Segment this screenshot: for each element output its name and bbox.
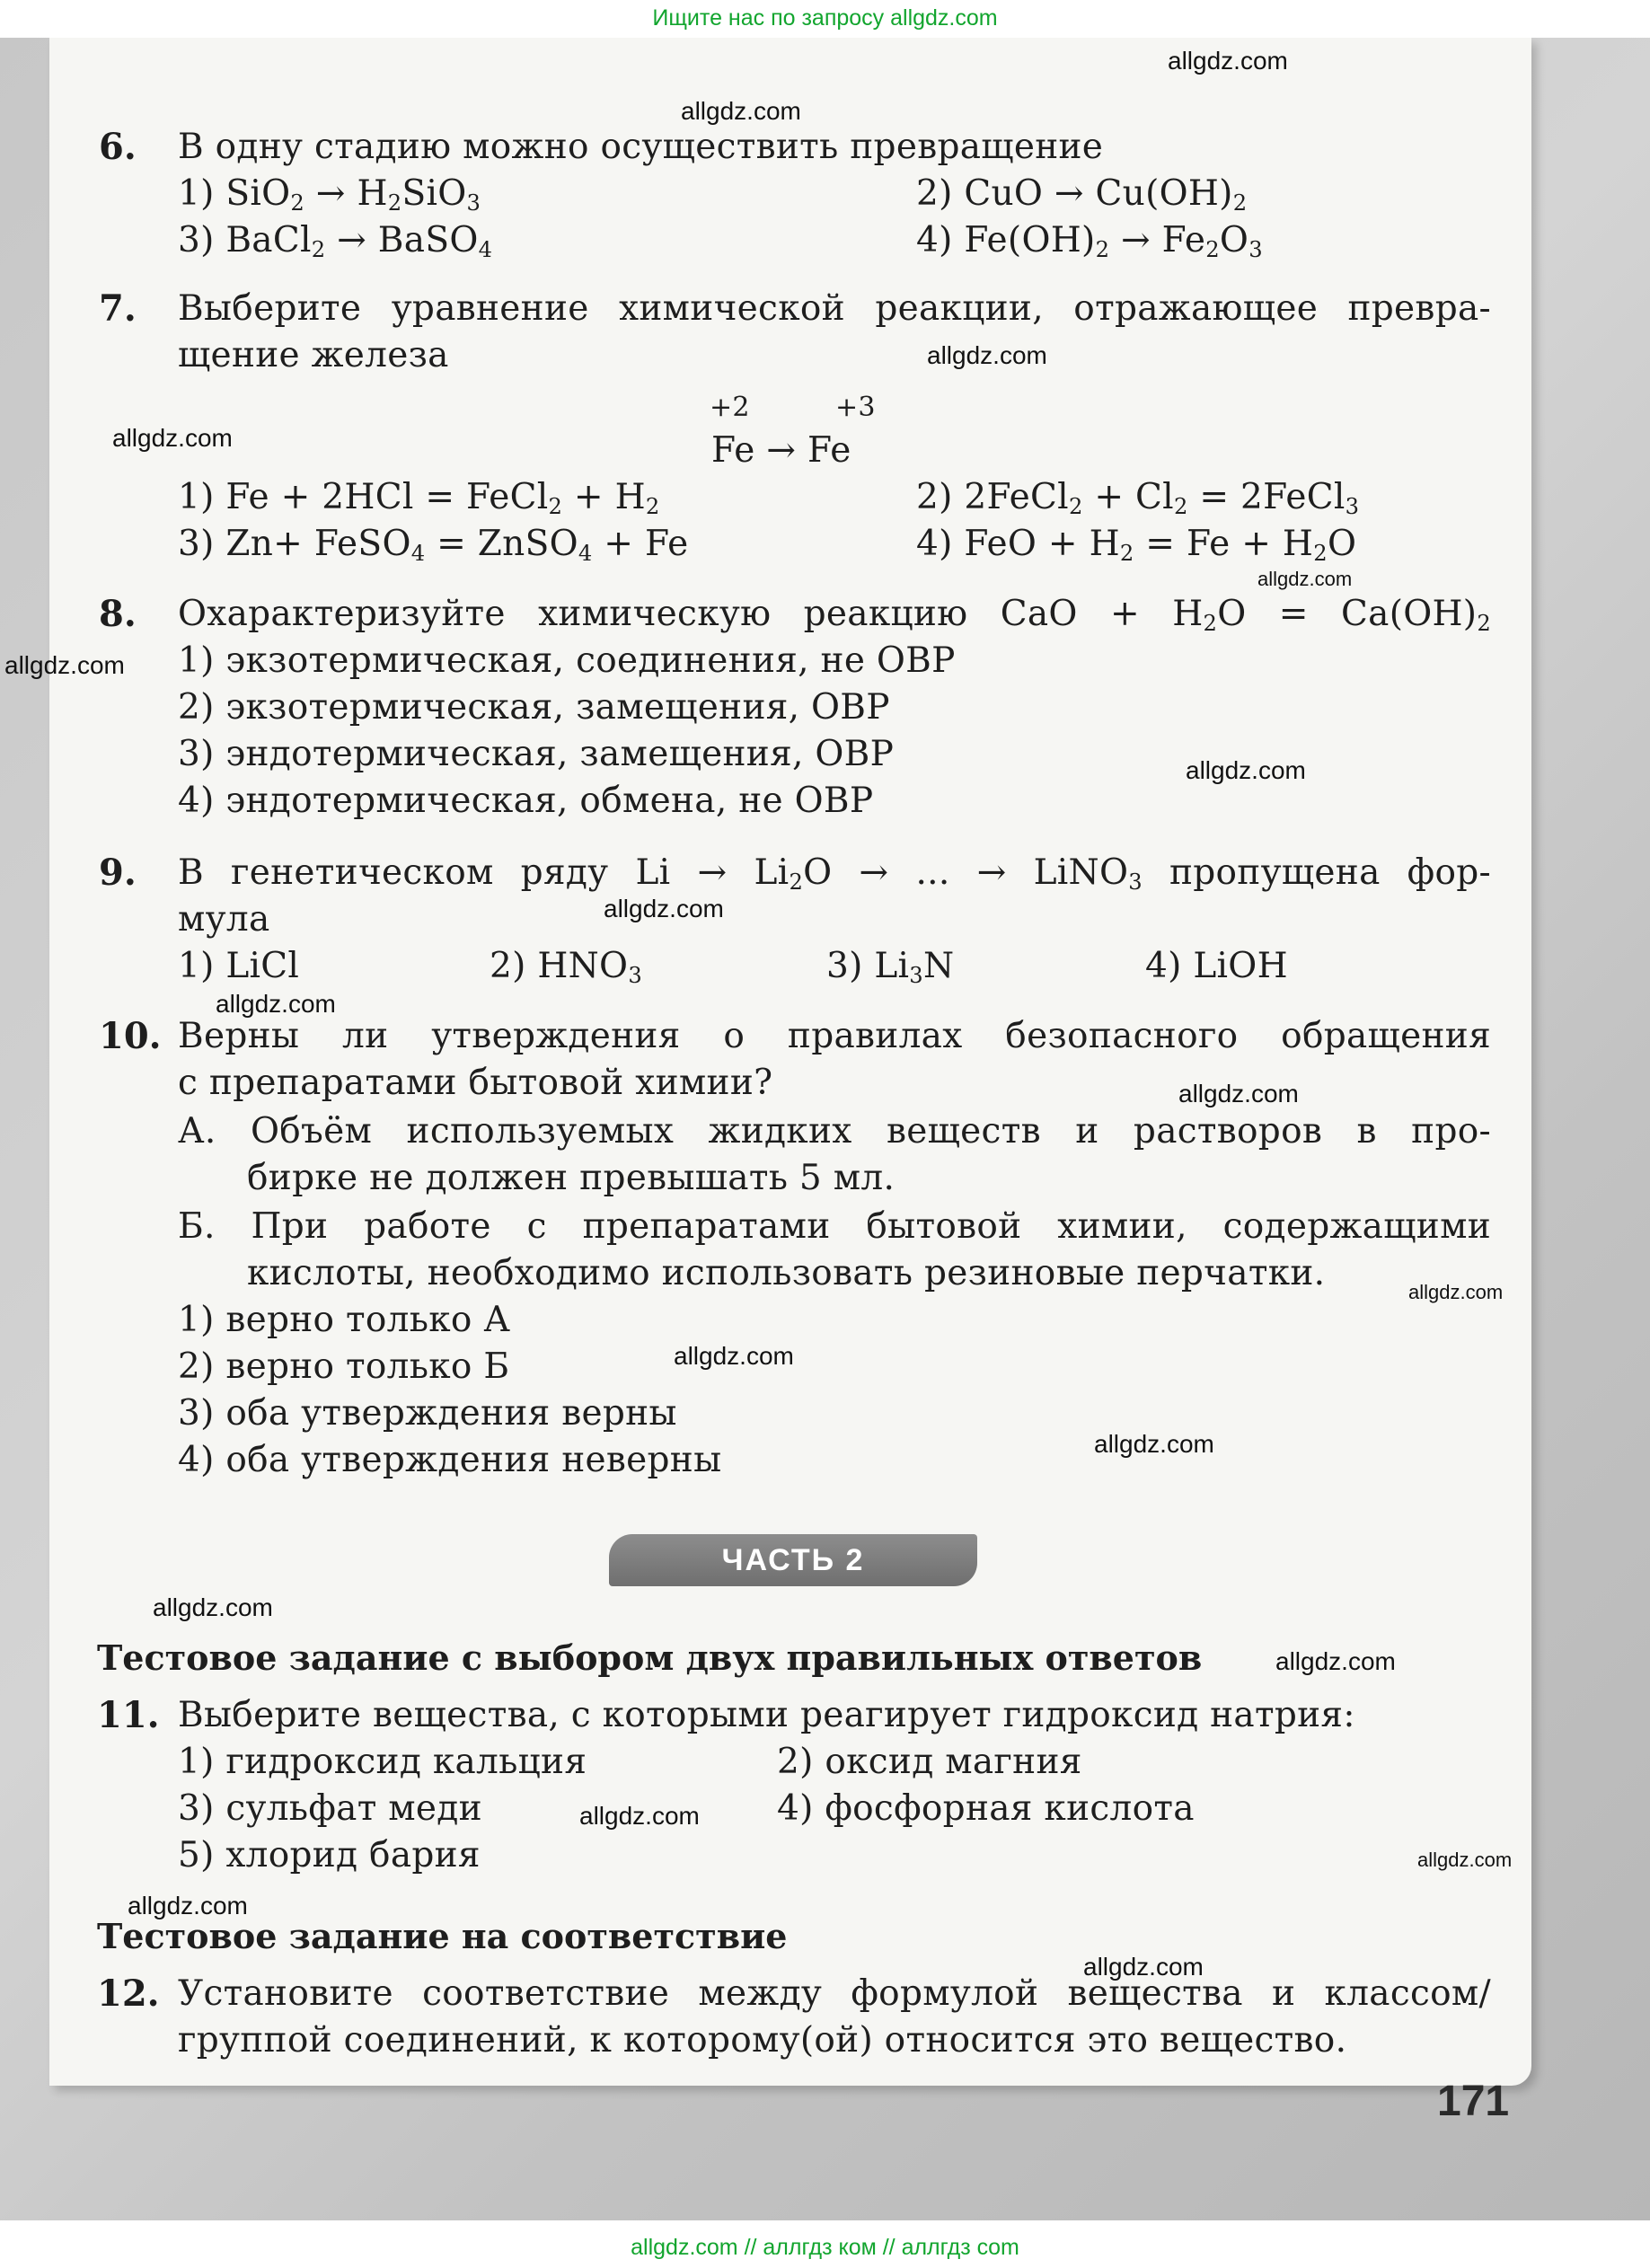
q10-statement-a-line1: А. Объём используемых жидких веществ и растворов в про- xyxy=(178,1111,1491,1152)
watermark: allgdz.com xyxy=(112,424,233,452)
section-title-matching: Тестовое задание на соответствие xyxy=(97,1916,788,1956)
q6-text: В одну стадию можно осуществить превращение xyxy=(178,127,1104,167)
bottom-banner[interactable]: allgdz.com // аллгдз ком // аллгдз com xyxy=(631,2235,1019,2260)
watermark: allgdz.com xyxy=(681,97,801,125)
watermark: allgdz.com xyxy=(927,341,1047,369)
q12-number: 12. xyxy=(97,1972,160,2015)
q8-option-1: 1) экзотермическая, соединения, не ОВР xyxy=(178,640,956,681)
section-title-two-answers: Тестовое задание с выбором двух правильных ответов xyxy=(97,1637,1203,1678)
q7-oxidation-left: +2 xyxy=(710,392,750,423)
q10-text-line2: с препаратами бытовой химии? xyxy=(178,1063,773,1103)
q11-text: Выберите вещества, с которыми реагирует гидроксид натрия: xyxy=(178,1695,1355,1735)
q12-text-line1: Установите соответствие между формулой вещества и классом/ xyxy=(178,1973,1491,2014)
q11-option-3: 3) сульфат меди xyxy=(178,1788,482,1829)
q9-number: 9. xyxy=(99,852,137,894)
q10-number: 10. xyxy=(99,1015,162,1057)
q8-number: 8. xyxy=(99,593,137,635)
q10-option-2: 2) верно только Б xyxy=(178,1346,510,1387)
q6-number: 6. xyxy=(99,126,137,168)
q9-option-3: 3) $Li_3N$ xyxy=(826,946,955,989)
q7-scheme: Fe → Fe xyxy=(711,430,851,471)
q9-option-1: 1) LiCl xyxy=(178,946,300,986)
q11-number: 11. xyxy=(97,1694,160,1736)
q9-option-4: 4) LiOH xyxy=(1145,946,1288,986)
q7-text-line1: Выберите уравнение химической реакции, отражающее превра- xyxy=(178,288,1491,329)
q6-option-1: 1) $SiO_2 \to H_2SiO_3$ xyxy=(178,173,481,216)
top-banner[interactable]: Ищите нас по запросу allgdz.com xyxy=(652,5,998,31)
q7-number: 7. xyxy=(99,287,137,330)
q7-option-3: 3) Zn+ FeSO$_4$ = ZnSO$_4$ + Fe xyxy=(178,524,689,567)
q7-option-2: 2) 2FeCl$_2$ + $Cl_2$ = 2FeCl$_3$ xyxy=(916,477,1360,520)
q10-statement-a-line2: бирке не должен превышать 5 мл. xyxy=(247,1158,896,1198)
q8-option-2: 2) экзотермическая, замещения, ОВР xyxy=(178,687,890,728)
watermark: allgdz.com xyxy=(1168,47,1288,75)
watermark: allgdz.com xyxy=(128,1892,248,1919)
q11-option-5: 5) хлорид бария xyxy=(178,1835,481,1875)
watermark: allgdz.com xyxy=(1417,1849,1513,1871)
q11-option-1: 1) гидроксид кальция xyxy=(178,1742,587,1782)
watermark: allgdz.com xyxy=(1257,568,1353,590)
q6-option-2: 2) CuO → $Cu(OH)_2$ xyxy=(916,173,1248,216)
watermark: allgdz.com xyxy=(579,1802,700,1830)
watermark: allgdz.com xyxy=(1083,1953,1204,1981)
q7-option-1: 1) Fe + 2HCl = FeCl$_2$ + $H_2$ xyxy=(178,477,660,520)
watermark: allgdz.com xyxy=(604,895,724,922)
part-2-banner: ЧАСТЬ 2 xyxy=(609,1534,977,1586)
watermark: allgdz.com xyxy=(1186,756,1306,784)
watermark: allgdz.com xyxy=(1275,1647,1396,1675)
q10-option-3: 3) оба утверждения верны xyxy=(178,1393,677,1434)
watermark: allgdz.com xyxy=(153,1593,273,1621)
q9-text-line1: В генетическом ряду $Li \to Li_2O$ → ... → LiNO$_3$ пропущена фор- xyxy=(178,852,1492,896)
q9-option-2: 2) $HNO_3$ xyxy=(490,946,643,989)
q10-option-4: 4) оба утверждения неверны xyxy=(178,1440,722,1480)
q6-option-3: 3) BaCl$_2$ → BaSO$_4$ xyxy=(178,220,493,263)
q8-text: Охарактеризуйте химическую реакцию CaO + $H_2O = Ca(OH)_2$ xyxy=(178,594,1491,637)
q11-option-2: 2) оксид магния xyxy=(777,1742,1082,1782)
watermark: allgdz.com xyxy=(216,990,336,1018)
q10-option-1: 1) верно только А xyxy=(178,1300,511,1340)
q7-option-4: 4) FeO + $H_2 = Fe + H_2O$ xyxy=(916,524,1357,567)
q10-text-line1: Верны ли утверждения о правилах безопасного обращения xyxy=(178,1016,1491,1056)
q9-text-line2: мула xyxy=(178,899,270,940)
q10-statement-b-line2: кислоты, необходимо использовать резиновые перчатки. xyxy=(247,1253,1326,1293)
watermark: allgdz.com xyxy=(4,651,125,679)
q10-statement-b-line1: Б. При работе с препаратами бытовой химии, содержащими xyxy=(178,1206,1491,1247)
q8-option-4: 4) эндотермическая, обмена, не ОВР xyxy=(178,781,874,821)
page-number: 171 xyxy=(1437,2078,1510,2125)
q12-text-line2: группой соединений, к которому(ой) относится это вещество. xyxy=(178,2020,1347,2061)
watermark: allgdz.com xyxy=(1094,1430,1214,1458)
q8-option-3: 3) эндотермическая, замещения, ОВР xyxy=(178,734,895,774)
q6-option-4: 4) $Fe(OH)_2 \to Fe_2O_3$ xyxy=(916,220,1263,263)
q7-oxidation-right: +3 xyxy=(835,392,876,423)
watermark: allgdz.com xyxy=(674,1342,794,1370)
q7-text-line2: щение железа xyxy=(178,335,449,375)
watermark: allgdz.com xyxy=(1178,1080,1299,1108)
watermark: allgdz.com xyxy=(1408,1281,1504,1303)
q11-option-4: 4) фосфорная кислота xyxy=(777,1788,1195,1829)
